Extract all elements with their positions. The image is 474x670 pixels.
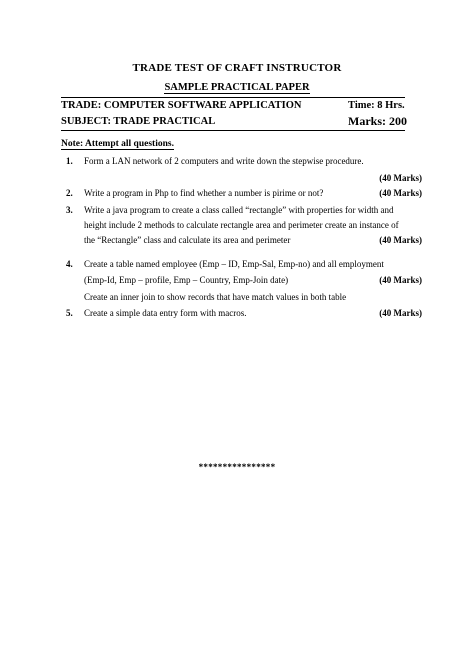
question-5-text: Create a simple data entry form with macros. [84,308,247,318]
question-3-marks: (40 Marks) [379,235,422,245]
question-2-marks: (40 Marks) [379,188,422,198]
question-2-number: 2. [66,188,73,198]
question-3-line-3: the “Rectangle” class and calculate its area and perimeter [84,235,291,245]
question-1-marks: (40 Marks) [379,173,422,183]
top-divider [61,97,405,98]
marks-total-label: Marks: 200 [348,114,407,128]
subject-label: SUBJECT: TRADE PRACTICAL [61,116,216,127]
trade-label: TRADE: COMPUTER SOFTWARE APPLICATION [61,100,302,111]
question-4-line-1: Create a table named employee (Emp – ID, Emp-Sal, Emp-no) and all employment [84,259,384,269]
paper-subtitle-text: SAMPLE PRACTICAL PAPER [164,82,310,93]
question-4-line-3: Create an inner join to show records that have match values in both table [84,292,347,302]
question-3-number: 3. [66,205,73,215]
question-5-marks: (40 Marks) [379,308,422,318]
question-3-line-1: Write a java program to create a class called “rectangle” with properties for width and [84,205,394,215]
paper-subtitle [0,82,474,93]
question-2-text: Write a program in Php to find whether a number is pirime or not? [84,188,324,198]
end-of-paper-stars: **************** [198,462,276,472]
question-1-text: Form a LAN network of 2 computers and write down the stepwise procedure. [84,156,364,166]
note-text: Note: Attempt all questions. [61,139,174,149]
question-3-line-2: height include 2 methods to calculate rectangle area and perimeter create an instance of [84,220,399,230]
question-5-number: 5. [66,308,73,318]
question-4-number: 4. [66,259,73,269]
question-1-number: 1. [66,156,73,166]
time-label: Time: 8 Hrs. [348,100,405,111]
paper-title: TRADE TEST OF CRAFT INSTRUCTOR [132,62,342,74]
question-4-line-2: (Emp-Id, Emp – profile, Emp – Country, Emp-Join date) [84,275,289,285]
note-heading [61,139,174,149]
bottom-divider [61,130,405,131]
question-4-marks: (40 Marks) [379,275,422,285]
